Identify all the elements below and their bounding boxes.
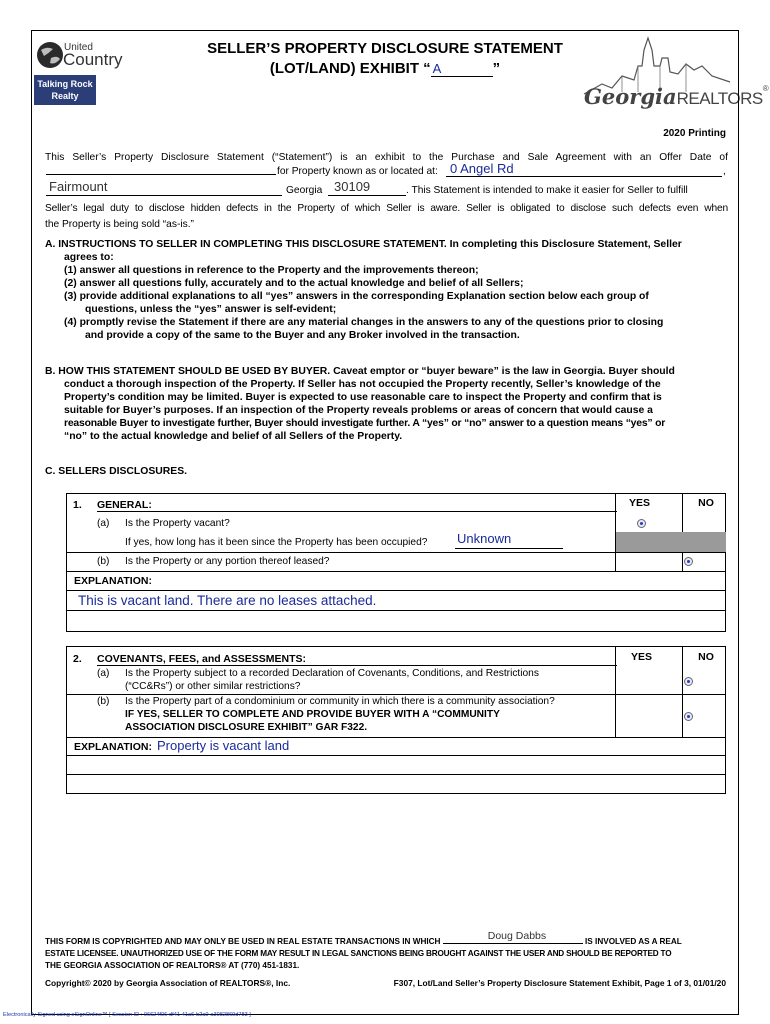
section-b-line3: Property’s condition may be limited. Buyer is expected to use reasonable care to inspect the Property and confirm that is: [64, 392, 662, 403]
q1a-text: Is the Property vacant?: [125, 518, 230, 529]
address-field[interactable]: [446, 161, 722, 177]
q2b-no-radio[interactable]: [684, 712, 693, 721]
section-a-line1: A. INSTRUCTIONS TO SELLER IN COMPLETING THIS DISCLOSURE STATEMENT. In completing this Disclosure Statement, Seller: [45, 239, 682, 250]
title-line2: (LOT/LAND) EXHIBIT “ A ”: [269, 60, 501, 77]
gr-logo-text: GeorgiaREALTORS®: [584, 84, 769, 109]
covenants-table: [66, 646, 726, 794]
section-c-heading: C. SELLERS DISCLOSURES.: [45, 466, 188, 477]
footer-copyright-notice: [45, 930, 728, 972]
table2-no-header: NO: [698, 651, 714, 663]
intro-line1: This Seller’s Property Disclosure Statement (“Statement”) is an exhibit to the Purchase and Sale Agreement with an Offer Date of: [45, 152, 728, 163]
licensee-field[interactable]: [443, 930, 583, 944]
table2-yes-header: YES: [631, 651, 653, 663]
q2b-bold1: IF YES, SELLER TO COMPLETE AND PROVIDE BUYER WITH A “COMMUNITY: [125, 709, 500, 720]
q1b-letter: (b): [97, 556, 110, 567]
intro-line4: Seller’s legal duty to disclose hidden defects in the Property of which Seller is aware. Seller is obligated to disclose such defects even when: [45, 203, 728, 214]
intro-property-label: for Property known as or located at:: [277, 166, 438, 177]
section-b-line1: B. HOW THIS STATEMENT SHOULD BE USED BY BUYER. Caveat emptor or “buyer beware” is the law in Georgia. Buyer should: [45, 366, 675, 377]
q2b-letter: (b): [97, 696, 110, 707]
table1-explanation-label: EXPLANATION:: [74, 575, 152, 587]
table2-heading: COVENANTS, FEES, and ASSESSMENTS:: [97, 653, 617, 666]
exhibit-letter-field[interactable]: A: [431, 61, 493, 77]
office-line1: Talking Rock: [37, 79, 93, 89]
footer-line2: ESTATE LICENSEE. UNAUTHORIZED USE OF THE FORM MAY RESULT IN LEGAL SANCTIONS BEING BROUGHT AGAINST THE USER AND SHOULD BE REPORTED TO: [45, 949, 672, 958]
zip-field[interactable]: [328, 180, 406, 196]
q1b-text: Is the Property or any portion thereof leased?: [125, 556, 330, 567]
title-line1: SELLER’S PROPERTY DISCLOSURE STATEMENT: [207, 40, 563, 57]
q2b-bold2: ASSOCIATION DISCLOSURE EXHIBIT” GAR F322.: [125, 722, 368, 733]
section-a-line4: (2) answer all questions fully, accurately and to the actual knowledge and belief of all Sellers;: [64, 278, 524, 289]
q1a-letter: (a): [97, 518, 110, 529]
table1-number: 1.: [73, 499, 82, 511]
table2-explanation-label: EXPLANATION:: [74, 741, 152, 753]
intro-line3-tail: . This Statement is intended to make it easier for Seller to fulfill: [406, 185, 688, 196]
general-table: [66, 493, 726, 632]
brand-country: Country: [63, 50, 123, 69]
q1a-yes-radio[interactable]: [637, 519, 646, 528]
state-label: Georgia: [286, 185, 323, 196]
section-a-line2: agrees to:: [64, 252, 114, 263]
section-a: [45, 238, 728, 342]
q1b-no-radio[interactable]: [684, 557, 693, 566]
footer-line3: THE GEORGIA ASSOCIATION OF REALTORS® AT (770) 451-1831.: [45, 961, 300, 970]
q2a-letter: (a): [97, 668, 110, 679]
q2b-text: Is the Property part of a condominium or community in which there is a community association?: [125, 696, 555, 707]
table1-no-header: NO: [698, 497, 714, 509]
section-b: [45, 365, 728, 443]
copyright: Copyright© 2020 by Georgia Association of REALTORS®, Inc.: [45, 978, 291, 988]
footer-line1-pre: THIS FORM IS COPYRIGHTED AND MAY ONLY BE USED IN REAL ESTATE TRANSACTIONS IN WHICH: [45, 937, 441, 946]
intro-line5: the Property is being sold “as-is.”: [45, 219, 194, 230]
section-a-line6: questions, unless the “yes” answer is self-evident;: [85, 304, 337, 315]
offer-date-field[interactable]: [46, 164, 276, 175]
footer-line1-post: IS INVOLVED AS A REAL: [585, 937, 682, 946]
section-b-line5: reasonable Buyer to investigate further, Buyer should investigate further. A “yes” or “no” answer to a question means “yes” or: [64, 418, 666, 429]
q1a-follow-text: If yes, how long has it been since the Property has been occupied?: [125, 537, 428, 548]
section-a-line7: (4) promptly revise the Statement if there are any material changes in the answers to any of the questions prior to closing: [64, 317, 664, 328]
q2a-text2: (“CC&Rs”) or other similar restrictions?: [125, 681, 301, 692]
table1-explanation-text[interactable]: This is vacant land. There are no leases attached.: [78, 593, 377, 608]
table2-number: 2.: [73, 653, 82, 665]
section-b-line4: suitable for Buyer’s purposes. If an inspection of the Property reveals problems or areas of concern that would cause a: [64, 405, 653, 416]
section-a-line8: and provide a copy of the same to the Buyer and any Broker involved in the transaction.: [85, 330, 520, 341]
esign-stamp: Electronically Signed using eSignOnline™ [ Session ID : 06624f06-df41-41a6-b2a0-a3082869d783 ]: [3, 1012, 251, 1018]
brand-united: United: [64, 42, 93, 53]
q1a-follow-field[interactable]: Unknown: [455, 534, 563, 549]
address-comma: ,: [723, 166, 726, 177]
section-a-line3: (1) answer all questions in reference to the Property and the improvements thereon;: [64, 265, 479, 276]
q2a-no-radio[interactable]: [684, 677, 693, 686]
form-id: F307, Lot/Land Seller’s Property Disclosure Statement Exhibit, Page 1 of 3, 01/01/20: [393, 978, 726, 988]
office-line2: Realty: [51, 91, 79, 101]
table1-heading: GENERAL:: [97, 499, 617, 512]
follow-up-gray-cell: [616, 532, 726, 552]
section-b-line2: conduct a thorough inspection of the Property. If Seller has not occupied the Property recently, Seller’s knowledge of the: [64, 379, 661, 390]
zip-value: 30109: [334, 179, 371, 194]
q2a-text1: Is the Property subject to a recorded Declaration of Covenants, Conditions, and Restrictions: [125, 668, 539, 679]
section-a-line5: (3) provide additional explanations to all “yes” answers in the corresponding Explanation section below each group of: [64, 291, 649, 302]
city-value: Fairmount: [49, 179, 108, 194]
section-b-line6: “no” to the actual knowledge and belief of all Sellers of the Property.: [64, 431, 403, 442]
table1-yes-header: YES: [629, 497, 651, 509]
printing-label: 2020 Printing: [663, 128, 726, 139]
table2-explanation-text[interactable]: Property is vacant land: [157, 738, 290, 753]
licensee-value: Doug Dabbs: [487, 930, 547, 942]
city-field[interactable]: [46, 180, 282, 196]
address-value: 0 Angel Rd: [450, 161, 514, 176]
